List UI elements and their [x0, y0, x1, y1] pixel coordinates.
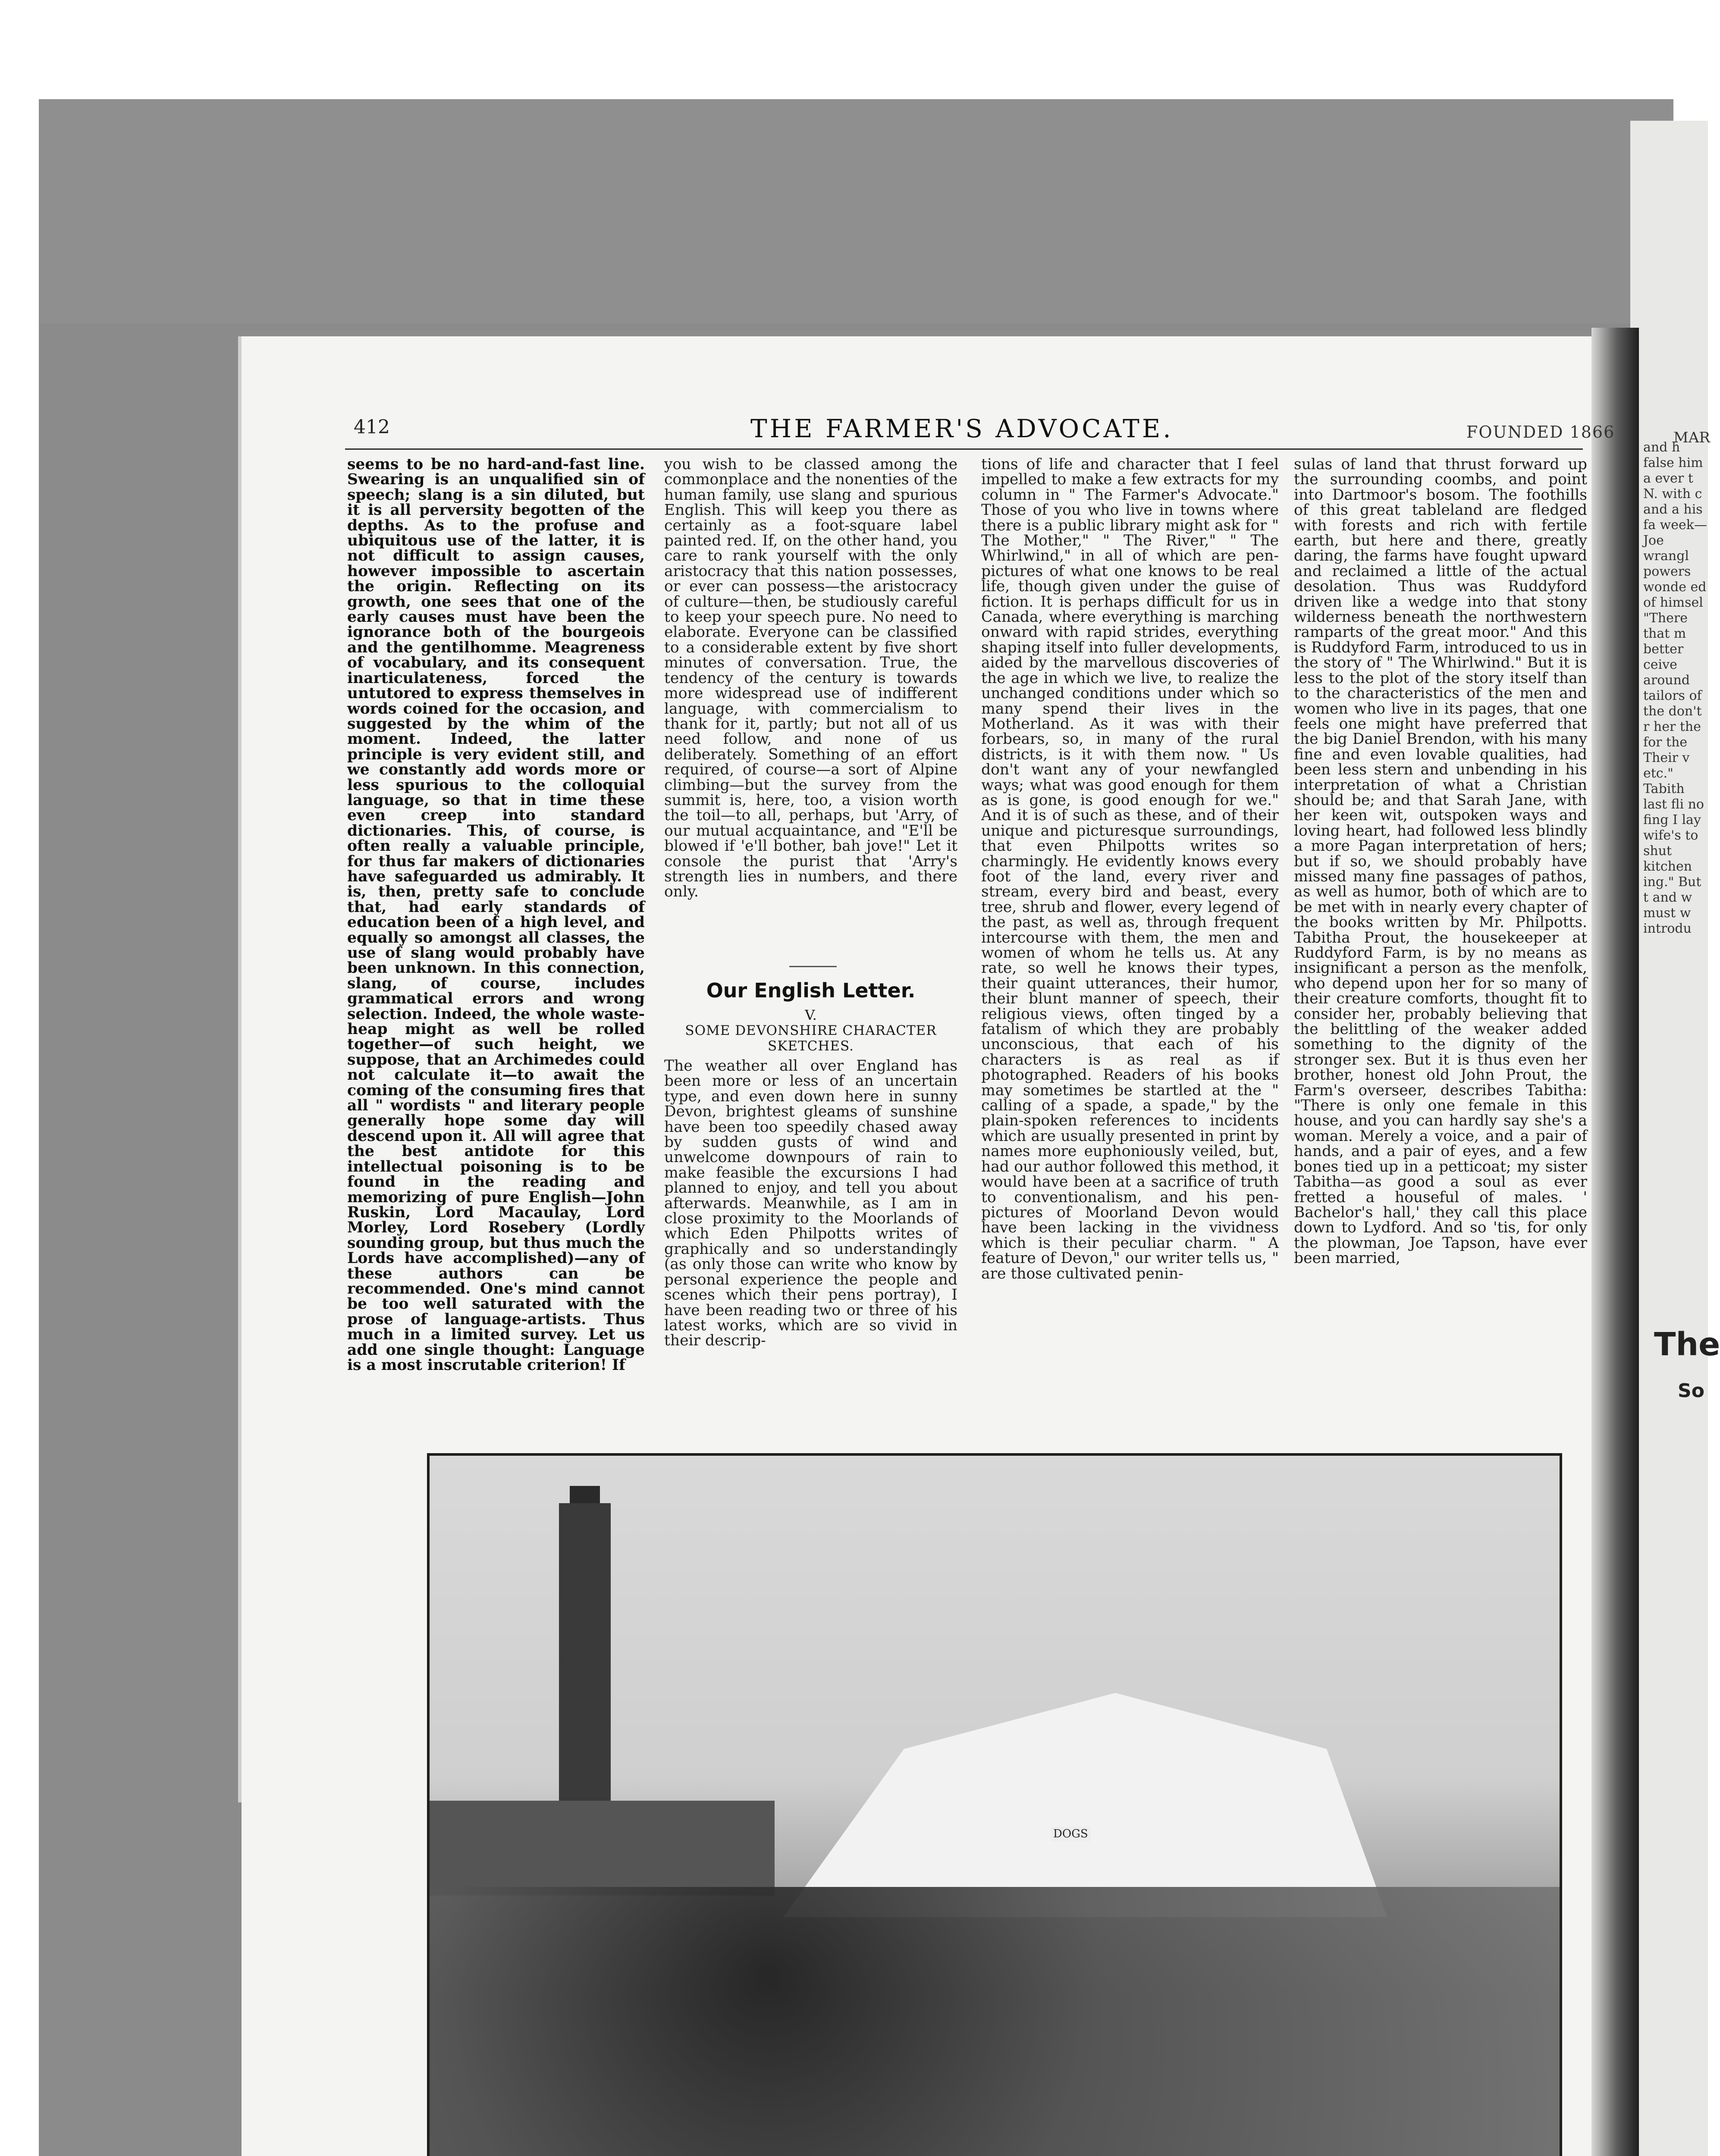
adjacent-page-header: MAR: [1673, 429, 1710, 446]
column-2-text: you wish to be classed among the commonplace and the nonenties of the human family, use slang and spurious English. This will keep you there as certainly as a foot-square label painted red. If, on the other hand, you care to rank yourself with the only aristocracy that this nation possesses, or ever can possess—the aristocracy of culture—then, be studiously careful to keep your speech pure. No need to elaborate. Everyone can be classified to a considerable extent by five short minutes of conversation. True, the tendency of the century is towards more widespread use of indifferent language, with commercialism to thank for it, partly; but not all of us need follow, and none of us deliberately. Something of an effort required, of course—a sort of Alpine climbing—but the survey from the summit is, here, too, a vision worth the toil—to all, perhaps, but 'Arry, of our mutual acquaintance, and "E'll be blowed if 'e'll bother, bah jove!" Let it console the purist that 'Arry's strength lies in numbers, and there only.: [664, 456, 957, 901]
founded-label: FOUNDED 1866: [1466, 423, 1615, 442]
binding-gutter: [1591, 328, 1639, 2156]
section-title: Our English Letter.: [706, 979, 916, 1002]
column-4-text: sulas of land that thrust forward up the surrounding coombs, and point into Dartmoor's bosom. The foothills of this great tableland are fledged with forests and rich with fertile earth, but here and there, greatly daring, the farms have fought upward and reclaimed a little of the actual desolation. Thus was Ruddyford driven like a wedge into that stony wilderness beneath the northwestern ramparts of the great moor." And this is Ruddyford Farm, introduced to us in the story of " The Whirlwind." But it is less to the plot of the story itself than to the characteristics of the men and women who live in its pages, that one feels one might have preferred that the big Daniel Brendon, with his many fine and even lovable qualities, had been less stern and unbending in his interpretation of what a Christian should be; and that Sarah Jane, with her keen wit, outspoken ways and loving heart, had followed less blindly a more Pagan interpretation of hers; but if so, we should probably have missed many fine passages of pathos, as well as humor, both of which are to be met with in nearly every chapter of the books written by Mr. Philpotts. Tabitha Prout, the housekeeper at Ruddyford Farm, is by no means as insignificant a person as the menfolk, who depend upon her for so many of their creature comforts, thought fit to consider her, probably believing that the belittling of the weaker added something to the dignity of the stronger sex. But it is thus even her brother, honest old John Prout, the Farm's overseer, describes Tabitha: "There is only one female in this house, and you can hardly say she's a woman. Merely a voice, and a pair of hands, and a pair of eyes, and a few bones tied up in a petticoat; my sister Tabitha—as good a soul as ever fretted a houseful of males. ' Bachelor's hall,' they call this place down to Lydford. And so 'tis, for only the plowman, Joe Tapson, have ever been married,: [1294, 456, 1587, 1267]
exhibition-tent: [783, 1693, 1387, 1917]
header-rule: [345, 448, 1583, 450]
page-number: 412: [354, 416, 390, 438]
adjacent-page-heading: The: [1654, 1326, 1720, 1363]
column-3-text: tions of life and character that I feel impelled to make a few extracts for my column in " The Farmer's Advocate." Those of you who live in towns where there is a public library might ask for " The Mother," " The River," " The Whirlwind," in all of which are pen-pictures of what one knows to be real life, though given under the guise of fiction. It is perhaps difficult for us in Canada, where everything is marching onward with rapid strides, everything shaping itself into fuller developments, aided by the marvellous discoveries of the age in which we live, to realize the unchanged conditions under which so many spend their lives in the Motherland. As it was with their forbears, so, in many of the rural districts, is it with them now. " Us don't want any of your newfangled ways; what was good enough for them as is gone, is good enough for we." And it is of such as these, and of their unique and picturesque surroundings, that even Philpotts writes so charmingly. He evidently knows every foot of the land, every river and stream, every bird and beast, every tree, shrub and flower, every legend of the past, as well as, through frequent intercourse with them, the men and women of whom he tells us. At any rate, so well he knows their types, their quaint utterances, their humor, their blunt manner of speech, their religious views, often tinged by a fatalism of which they are probably unconscious, that each of his characters is as real as if photographed. Readers of his books may sometimes be startled at the " calling of a spade, a spade," by the plain-spoken references to incidents which are usually presented in print by names more euphoniously veiled, but, had our author followed this method, it would have been at a sacrifice of truth to conventionalism, and his pen-pictures of Moorland Devon would have been lacking in the vividness which is their peculiar charm. " A feature of Devon," our writer tells us, " are those cultivated penin-: [981, 456, 1279, 1282]
section-subtitle: SOME DEVONSHIRE CHARACTER SKETCHES.: [685, 1023, 937, 1054]
section-number: V.: [805, 1007, 817, 1023]
scan-frame-top: [39, 99, 1673, 323]
section-divider: [789, 966, 837, 967]
masthead-title: THE FARMER'S ADVOCATE.: [750, 414, 1174, 443]
column-2-text-continued: The weather all over England has been more or less of an uncertain type, and even down here in sunny Devon, brightest gleams of sunshine have been too speedily chased away by sudden gusts of wind and unwelcome downpours of rain to make feasible the excursions I had planned to enjoy, and tell you about afterwards. Meanwhile, as I am in close proximity to the Moorlands of which Eden Philpotts writes of graphically and so understandingly (as only those can write who know by personal experience the people and scenes which their pens portray), I have been reading two or three of his latest works, which are so vivid in their descrip-: [664, 1057, 957, 1350]
article-column-1: [347, 457, 645, 1373]
adjacent-page-subheading: So: [1678, 1380, 1704, 1402]
crowd-with-dogs: [430, 1887, 1560, 2156]
photograph-prize-dogs: [427, 1453, 1562, 2156]
adjacent-page-text: and h false him a ever t N. with c and a his fa week— Joe wrangl powers wonde ed of himsel "There that m better ceive around tailors of the don't r her the for the Their v etc." Tabith last fli no fing I lay wife's to shut kitchen ing." But t and w must w introdu: [1643, 440, 1707, 936]
background-buildings: [430, 1801, 775, 1896]
clock-tower: [559, 1503, 611, 1839]
article-column-3: [981, 457, 1279, 1282]
adjacent-page: [1630, 121, 1708, 2156]
column-1-text: seems to be no hard-and-fast line. Swearing is an unqualified sin of speech; slang is a sin diluted, but it is all perversity begotten of the depths. As to the profuse and ubiquitous use of the latter, it is not difficult to assign causes, however impossible to ascertain the origin. Reflecting on its growth, one sees that one of the early causes must have been the ignorance both of the bourgeois and the gentilhomme. Meagreness of vocabulary, and its consequent inarticulateness, forced the untutored to express themselves in words coined for the occasion, and suggested by the whim of the moment. Indeed, the latter principle is very evident still, and we constantly add words more or less spurious to the colloquial language, so that in time these even creep into standard dictionaries. This, of course, is often really a valuable principle, for thus far makers of dictionaries have safeguarded us admirably. It is, then, pretty safe to conclude that, had early standards of education been of a high level, and equally so amongst all classes, the use of slang would probably have been unknown. In this connection, slang, of course, includes grammatical errors and wrong selection. Indeed, the whole waste-heap might as well be rolled together—of such height, we suppose, that an Archimedes could not calculate it—to await the coming of the consuming fires that all " wordists " and literary people generally hope some day will descend upon it. All will agree that the best antidote for this intellectual poisoning is to be found in the reading and memorizing of pure English—John Ruskin, Lord Macaulay, Lord Morley, Lord Rosebery (Lordly sounding group, but thus much the Lords have accomplished)—any of these authors can be recommended. One's mind cannot be too well saturated with the prose of language-artists. Thus much in a limited survey. Let us add one single thought: Language is a most inscrutable criterion! If: [347, 456, 645, 1374]
tent-sign: DOGS: [1051, 1827, 1091, 1841]
article-column-2-continued: [664, 1059, 957, 1349]
article-column-2: [664, 457, 957, 900]
article-column-4: [1294, 457, 1587, 1266]
